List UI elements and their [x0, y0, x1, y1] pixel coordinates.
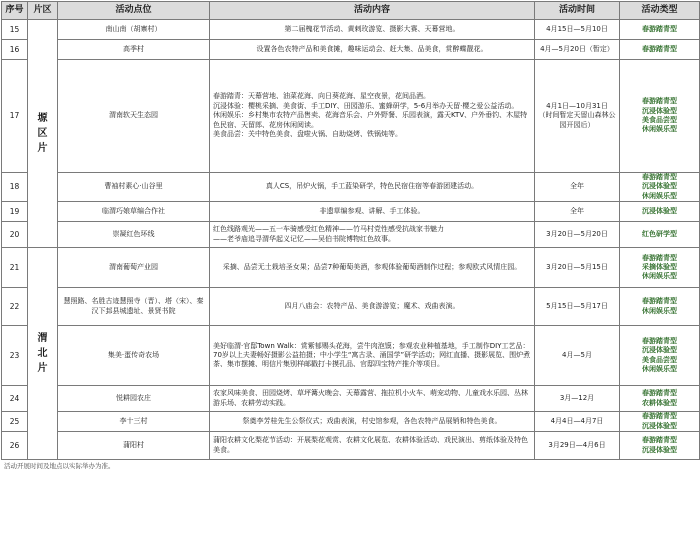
content-cell [210, 386, 535, 412]
content-cell-line: 真人CS，吊炉火锅，手工蓝染研学，特色民宿住宿等春游团建活动。 [265, 182, 479, 191]
time-cell [535, 326, 620, 386]
content-cell-line: 非遗草编参观、讲解、手工体验。 [319, 207, 425, 216]
content-cell-line: 设置各色农特产品和美食摊，趣味运动会、赶大集、品美食，赏醉蝶靓花。 [256, 44, 488, 53]
type-cell [620, 248, 700, 288]
content-cell [210, 248, 535, 288]
place-cell: 蒲阳村 [58, 432, 210, 460]
content-cell-line: 祭奠李芳桂先生公祭仪式；戏曲表演，村史馆参观，各色农特产品展销和特色美食。 [242, 417, 502, 426]
type-cell-line: 春游踏青型 [642, 253, 677, 262]
type-cell-line: 春游踏青型 [642, 336, 677, 345]
time-cell-line: 4月—5月 [562, 351, 592, 360]
place-cell: 渭南葡萄产业园 [58, 248, 210, 288]
row-number: 18 [2, 173, 28, 202]
table-row [2, 60, 700, 173]
table-row [2, 40, 700, 60]
row-number: 19 [2, 202, 28, 222]
header-row [2, 2, 700, 20]
region-char: 渭 [37, 333, 48, 345]
type-cell-line: 沉浸体验型 [642, 346, 677, 355]
type-cell [620, 222, 700, 248]
row-number: 26 [2, 432, 28, 460]
content-cell [210, 60, 535, 173]
type-cell-line: 春游踏青型 [642, 297, 677, 306]
time-cell-line: 3月—12月 [559, 394, 595, 403]
content-cell [210, 326, 535, 386]
place-cell: 慧照路、名胜古迹慧照寺（晋）、塔（宋）、秦汉下邽县城遗址、景贤书院 [58, 288, 210, 326]
type-cell-line: 春游踏青型 [642, 97, 677, 106]
time-cell-line: 4月—5月20日（暂定） [540, 44, 614, 53]
type-cell-line: 美食品尝型 [642, 116, 677, 124]
place-cell: 高季村 [58, 40, 210, 60]
place-cell: 崇凝红色环线 [58, 222, 210, 248]
footnote: 活动开展时间及地点以实际举办为准。 [4, 462, 115, 471]
row-number: 15 [2, 20, 28, 40]
type-cell-line: 春游踏青型 [642, 436, 677, 445]
time-cell [535, 412, 620, 432]
table-row [2, 412, 700, 432]
time-cell [535, 432, 620, 460]
type-cell-line: 沉浸体验型 [642, 106, 677, 115]
type-cell [620, 288, 700, 326]
header-type: 活动类型 [620, 2, 700, 20]
place-cell: 悦耕园农庄 [58, 386, 210, 412]
time-cell [535, 20, 620, 40]
region-cell [28, 20, 58, 248]
content-cell-line: 沉浸体验：樱桃采摘、美食街、手工DIY、田园游乐、蜜蜂研学，5-6月举办天留·樱之爱公益活动。 [213, 101, 519, 110]
time-cell-line: 3月20日—5月15日 [546, 263, 608, 272]
type-cell-line: 春游踏青型 [642, 412, 677, 421]
row-number: 16 [2, 40, 28, 60]
type-cell-line: 休闲娱乐型 [642, 306, 677, 315]
content-cell-line: 蒲阳农耕文化梨花节活动：开展梨花观赏、农耕文化展览、农耕体验活动、戏民演出、剪纸体验及特色美食。 [213, 436, 528, 454]
type-cell-line: 休闲娱乐型 [642, 125, 677, 134]
region-char: 片 [37, 363, 48, 375]
place-cell: 李十三村 [58, 412, 210, 432]
region-char: 片 [37, 143, 48, 155]
time-cell [535, 222, 620, 248]
type-cell-line: 春游踏青型 [642, 173, 677, 181]
content-cell [210, 288, 535, 326]
place-cell: 曹袖村素心·山谷里 [58, 173, 210, 202]
time-cell-line: （时间暂定天留山森林公园开园后） [538, 111, 616, 129]
row-number: 25 [2, 412, 28, 432]
content-cell-line: 美食品尝：关中特色美食、盘啦火锅、自助烧烤、铁锅炖等。 [213, 130, 402, 139]
content-cell [210, 173, 535, 202]
type-cell-line: 农耕体验型 [642, 398, 677, 407]
header-region: 片区 [28, 2, 58, 20]
place-cell: 临渭巧娘草编合作社 [58, 202, 210, 222]
row-number: 23 [2, 326, 28, 386]
content-cell [210, 20, 535, 40]
type-cell [620, 386, 700, 412]
content-cell-line: 第二届槐花节活动、黄刺玫游览、摄影大赛、天幕营地。 [284, 24, 460, 33]
time-cell-line: 5月15日—5月17日 [546, 302, 608, 311]
type-cell [620, 326, 700, 386]
header-no: 序号 [2, 2, 28, 20]
type-cell [620, 202, 700, 222]
header-place: 活动点位 [58, 2, 210, 20]
row-number: 24 [2, 386, 28, 412]
type-cell-line: 沉浸体验型 [642, 182, 677, 191]
table-row [2, 386, 700, 412]
time-cell [535, 40, 620, 60]
table-row [2, 173, 700, 202]
type-cell [620, 173, 700, 202]
time-cell-line: 3月20日—5月20日 [546, 230, 608, 239]
region-cell [28, 248, 58, 460]
content-cell [210, 412, 535, 432]
type-cell-line: 美食品尝型 [642, 355, 677, 364]
activity-table [1, 1, 700, 460]
type-cell-line: 春游踏青型 [642, 24, 677, 33]
type-cell-line: 春游踏青型 [642, 389, 677, 398]
type-cell-line: 红色研学型 [642, 230, 677, 239]
table-row [2, 248, 700, 288]
content-cell-line: 四月八庙会：农特产品、美食游游览；魔术、戏曲表演。 [284, 302, 460, 311]
type-cell-line: 沉浸体验型 [642, 421, 677, 430]
time-cell-line: 全年 [570, 207, 584, 216]
type-cell [620, 60, 700, 173]
time-cell [535, 173, 620, 202]
type-cell-line: 沉浸体验型 [642, 207, 677, 216]
row-number: 17 [2, 60, 28, 173]
region-char: 塬 [37, 113, 48, 125]
content-cell-line: ——老爷庙追寻渭华起义记忆——吴伯书院博物红色故事。 [213, 234, 395, 243]
type-cell-line: 休闲娱乐型 [642, 365, 677, 374]
type-cell-line: 休闲娱乐型 [642, 272, 677, 281]
header-time: 活动时间 [535, 2, 620, 20]
type-cell-line: 采摘体验型 [642, 263, 677, 272]
time-cell [535, 288, 620, 326]
type-cell-line: 沉浸体验型 [642, 445, 677, 454]
content-cell [210, 202, 535, 222]
region-char: 区 [37, 128, 48, 140]
table-row [2, 222, 700, 248]
time-cell [535, 202, 620, 222]
table-row [2, 326, 700, 386]
type-cell-line: 春游踏青型 [642, 44, 677, 53]
type-cell [620, 20, 700, 40]
time-cell [535, 386, 620, 412]
content-cell [210, 222, 535, 248]
content-cell-line: 红色线路观光——五一车骑感受红色精神——竹马村党性感受抗战家书魅力 [213, 225, 444, 234]
type-cell [620, 412, 700, 432]
time-cell-line: 3月29日—4月6日 [548, 441, 606, 450]
table-row [2, 288, 700, 326]
type-cell [620, 432, 700, 460]
header-content: 活动内容 [210, 2, 535, 20]
content-cell [210, 432, 535, 460]
table-row [2, 432, 700, 460]
table-row [2, 20, 700, 40]
region-char: 北 [37, 348, 48, 360]
content-cell-line: 采摘、品尝无土栽培圣女果；品尝7种葡萄美酒，参观体验葡萄酒制作过程；参观欧式风情庄园。 [222, 263, 522, 272]
content-cell-line: 农家风味美食、田园烧烤、草坪篝火晚会、天幕露营、拖拉机小火车、萌宠动物、儿童戏水乐园、丛林游乐场、农耕劳动实践。 [213, 389, 528, 407]
content-cell-line: 春游踏青：天幕营地、油菜花海、向日葵花海、星空夜景，花间品酒。 [213, 92, 430, 101]
table-row [2, 202, 700, 222]
time-cell [535, 248, 620, 288]
row-number: 22 [2, 288, 28, 326]
type-cell-line: 休闲娱乐型 [642, 191, 677, 200]
content-cell-line: 休闲娱乐：乡村集市农特产品售卖、花海音乐会、户外野餐、乐园表演，露天KTV、户外垂钓、木屋特色民宿、天留郎、花房休闲阅读。 [213, 111, 528, 129]
row-number: 20 [2, 222, 28, 248]
content-cell [210, 40, 535, 60]
row-number: 21 [2, 248, 28, 288]
time-cell-line: 4月15日—5月10日 [546, 24, 608, 33]
time-cell [535, 60, 620, 173]
place-cell: 渭南软天生态园 [58, 60, 210, 173]
place-cell: 南山南（胡寨村） [58, 20, 210, 40]
time-cell-line: 4月4日—4月7日 [550, 417, 604, 426]
place-cell: 集美·蛋传奇农场 [58, 326, 210, 386]
time-cell-line: 全年 [570, 182, 584, 191]
type-cell [620, 40, 700, 60]
content-cell-line: 美好临渭·官邸Town Walk：赏紫郁赐头花海，尝牛肉泡馍；参观农业种植基地，手工制作DIY工艺品：70岁以上夫妻畅好摄影公益拍摄；中小学生“寓古录、涌国学”研学活动；网红直播、摄影展览、围炉煮茶、集市摆摊、明信片集别样邮戳打卡摸孔品、官邸四宝特产推介等项目。 [213, 341, 531, 369]
time-cell-line: 4月1日—10月31日 [546, 101, 608, 110]
